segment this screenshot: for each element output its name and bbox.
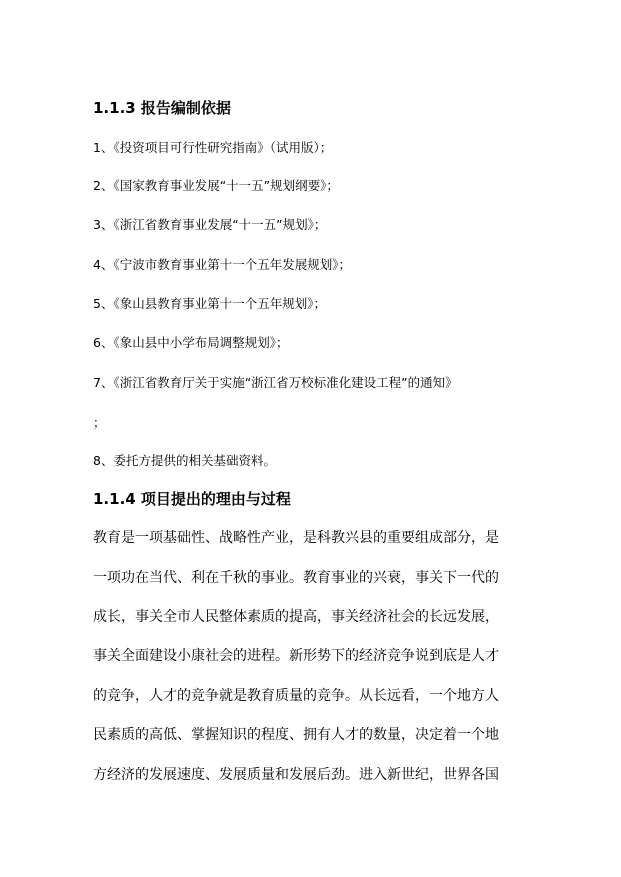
reference-item-7: 7、《浙江省教育厅关于实施“浙江省万校标准化建设工程”的通知》 (93, 375, 458, 390)
section-heading-1-1-3: 1.1.3 报告编制依据 (93, 99, 231, 117)
reference-item-8: 8、委托方提供的相关基础资料。 (93, 453, 276, 468)
paragraph-line-2: 一项功在当代、利在千秋的事业。教育事业的兴衰，事关下一代的 (93, 570, 499, 586)
reference-item-4: 4、《宁波市教育事业第十一个五年发展规划》； (93, 257, 351, 272)
reference-item-7-continuation: ； (93, 415, 106, 430)
reference-item-5: 5、《象山县教育事业第十一个五年规划》； (93, 296, 326, 311)
reference-item-1: 1、《投资项目可行性研究指南》（试用版）； (93, 140, 333, 155)
paragraph-line-1: 教育是一项基础性、战略性产业，是科教兴县的重要组成部分，是 (93, 530, 499, 546)
reference-item-2: 2、《国家教育事业发展“十一五”规划纲要》； (93, 178, 339, 193)
paragraph-line-5: 的竞争，人才的竞争就是教育质量的竞争。从长远看，一个地方人 (93, 688, 499, 704)
paragraph-line-7: 方经济的发展速度、发展质量和发展后劲。进入新世纪，世界各国 (93, 767, 499, 783)
paragraph-line-6: 民素质的高低、掌握知识的程度、拥有人才的数量，决定着一个地 (93, 727, 499, 743)
paragraph-line-3: 成长，事关全市人民整体素质的提高，事关经济社会的长远发展， (93, 609, 499, 625)
reference-item-6: 6、《象山县中小学布局调整规划》； (93, 335, 289, 350)
paragraph-line-4: 事关全面建设小康社会的进程。新形势下的经济竞争说到底是人才 (93, 648, 499, 664)
reference-item-3: 3、《浙江省教育事业发展“十一五”规划》； (93, 217, 327, 232)
section-heading-1-1-4: 1.1.4 项目提出的理由与过程 (93, 490, 291, 508)
